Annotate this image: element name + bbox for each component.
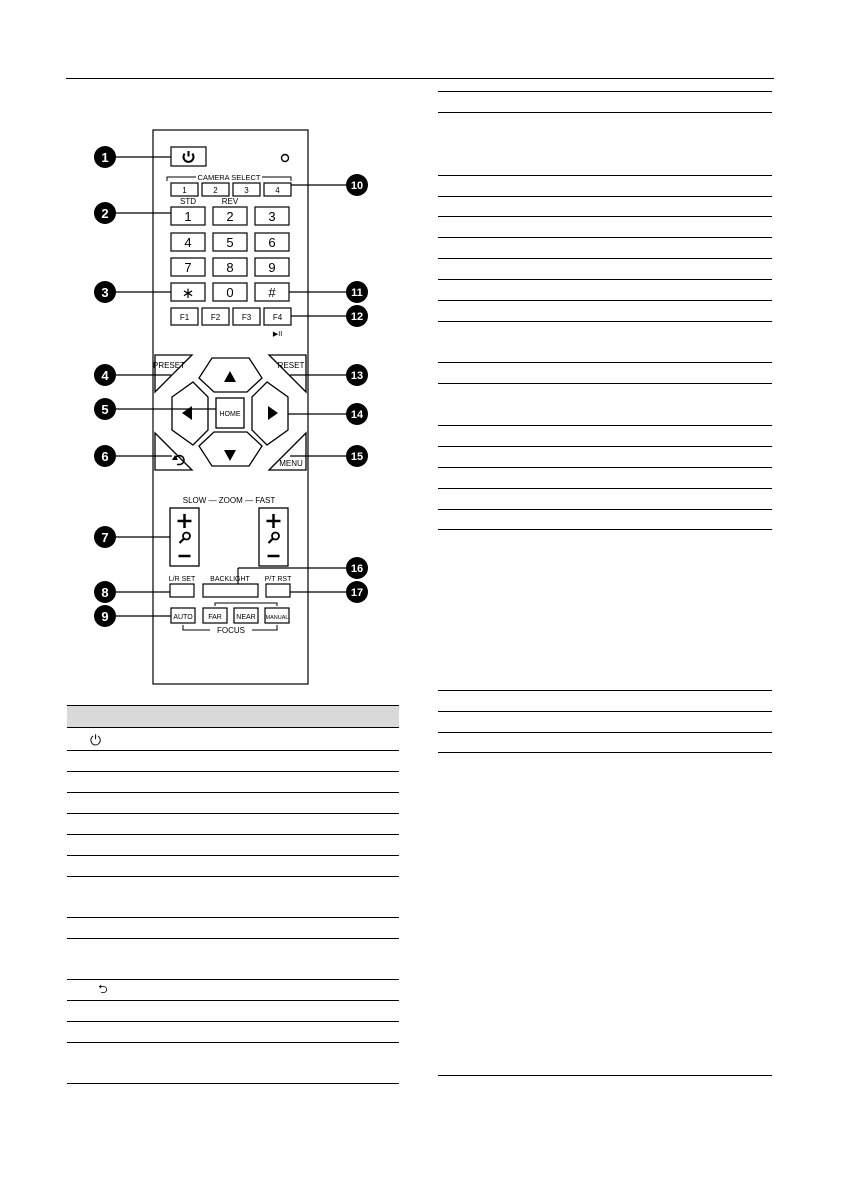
key-6-label: 6 <box>268 235 276 250</box>
menu-label: MENU <box>279 459 303 468</box>
callout-13: 13 <box>350 370 364 382</box>
callout-2: 2 <box>101 206 109 221</box>
callout-6: 6 <box>101 449 109 464</box>
callout-4: 4 <box>101 368 109 383</box>
camera-3-label: 3 <box>244 186 249 195</box>
focus-auto-label: AUTO <box>173 614 193 621</box>
home-label: HOME <box>219 411 241 418</box>
key-9-label: 9 <box>268 260 276 275</box>
camera-1-label: 1 <box>182 186 187 195</box>
camera-2-label: 2 <box>213 186 218 195</box>
callout-8: 8 <box>101 585 109 600</box>
key-3-label: 3 <box>268 209 276 224</box>
focus-label: FOCUS <box>217 626 245 635</box>
zoom-label: SLOW — ZOOM — FAST <box>182 496 276 505</box>
callout-10: 10 <box>350 180 364 192</box>
lr-set-label: L/R SET <box>168 576 196 583</box>
f1-label: F1 <box>179 313 190 322</box>
reset-label: RESET <box>277 361 305 370</box>
callout-9: 9 <box>101 609 109 624</box>
down-button <box>199 432 262 466</box>
callout-12: 12 <box>350 311 364 323</box>
backlight-button <box>203 584 258 597</box>
lr-set-button <box>170 584 194 597</box>
camera-4-label: 4 <box>275 186 280 195</box>
key-4-label: 4 <box>184 235 192 250</box>
play-pause-icon: ▶II <box>272 331 283 338</box>
key-1-label: 1 <box>184 209 192 224</box>
pt-rst-button <box>266 584 290 597</box>
key-8-label: 8 <box>226 260 234 275</box>
callout-7: 7 <box>101 530 109 545</box>
table-header <box>67 705 399 727</box>
callout-16: 16 <box>350 563 364 575</box>
pt-rst-label: P/T RST <box>264 576 292 583</box>
rev-label: REV <box>221 197 239 206</box>
focus-manual-label: MANUAL <box>265 615 289 621</box>
key-2-label: 2 <box>226 209 234 224</box>
callout-3: 3 <box>101 285 109 300</box>
back-icon: ⮌ <box>98 982 108 996</box>
callout-17: 17 <box>350 587 364 599</box>
f2-label: F2 <box>210 313 221 322</box>
preset-label: PRESET <box>152 361 186 370</box>
std-label: STD <box>180 197 196 206</box>
callout-11: 11 <box>351 287 363 299</box>
key-5-label: 5 <box>226 235 234 250</box>
key-star-label: ∗ <box>181 285 195 302</box>
callout-14: 14 <box>350 409 364 421</box>
key-0-label: 0 <box>226 285 234 300</box>
f4-label: F4 <box>272 313 283 322</box>
key-7-label: 7 <box>184 260 192 275</box>
f3-label: F3 <box>241 313 252 322</box>
focus-near-label: NEAR <box>236 614 256 621</box>
key-hash-label: # <box>268 285 276 300</box>
power-icon: ⏻ <box>90 732 102 748</box>
callout-1: 1 <box>101 150 109 165</box>
callout-5: 5 <box>101 402 109 417</box>
focus-far-label: FAR <box>208 614 222 621</box>
callout-15: 15 <box>350 451 364 463</box>
backlight-label: BACKLIGHT <box>210 576 250 583</box>
camera-select-label: CAMERA SELECT <box>197 173 261 182</box>
